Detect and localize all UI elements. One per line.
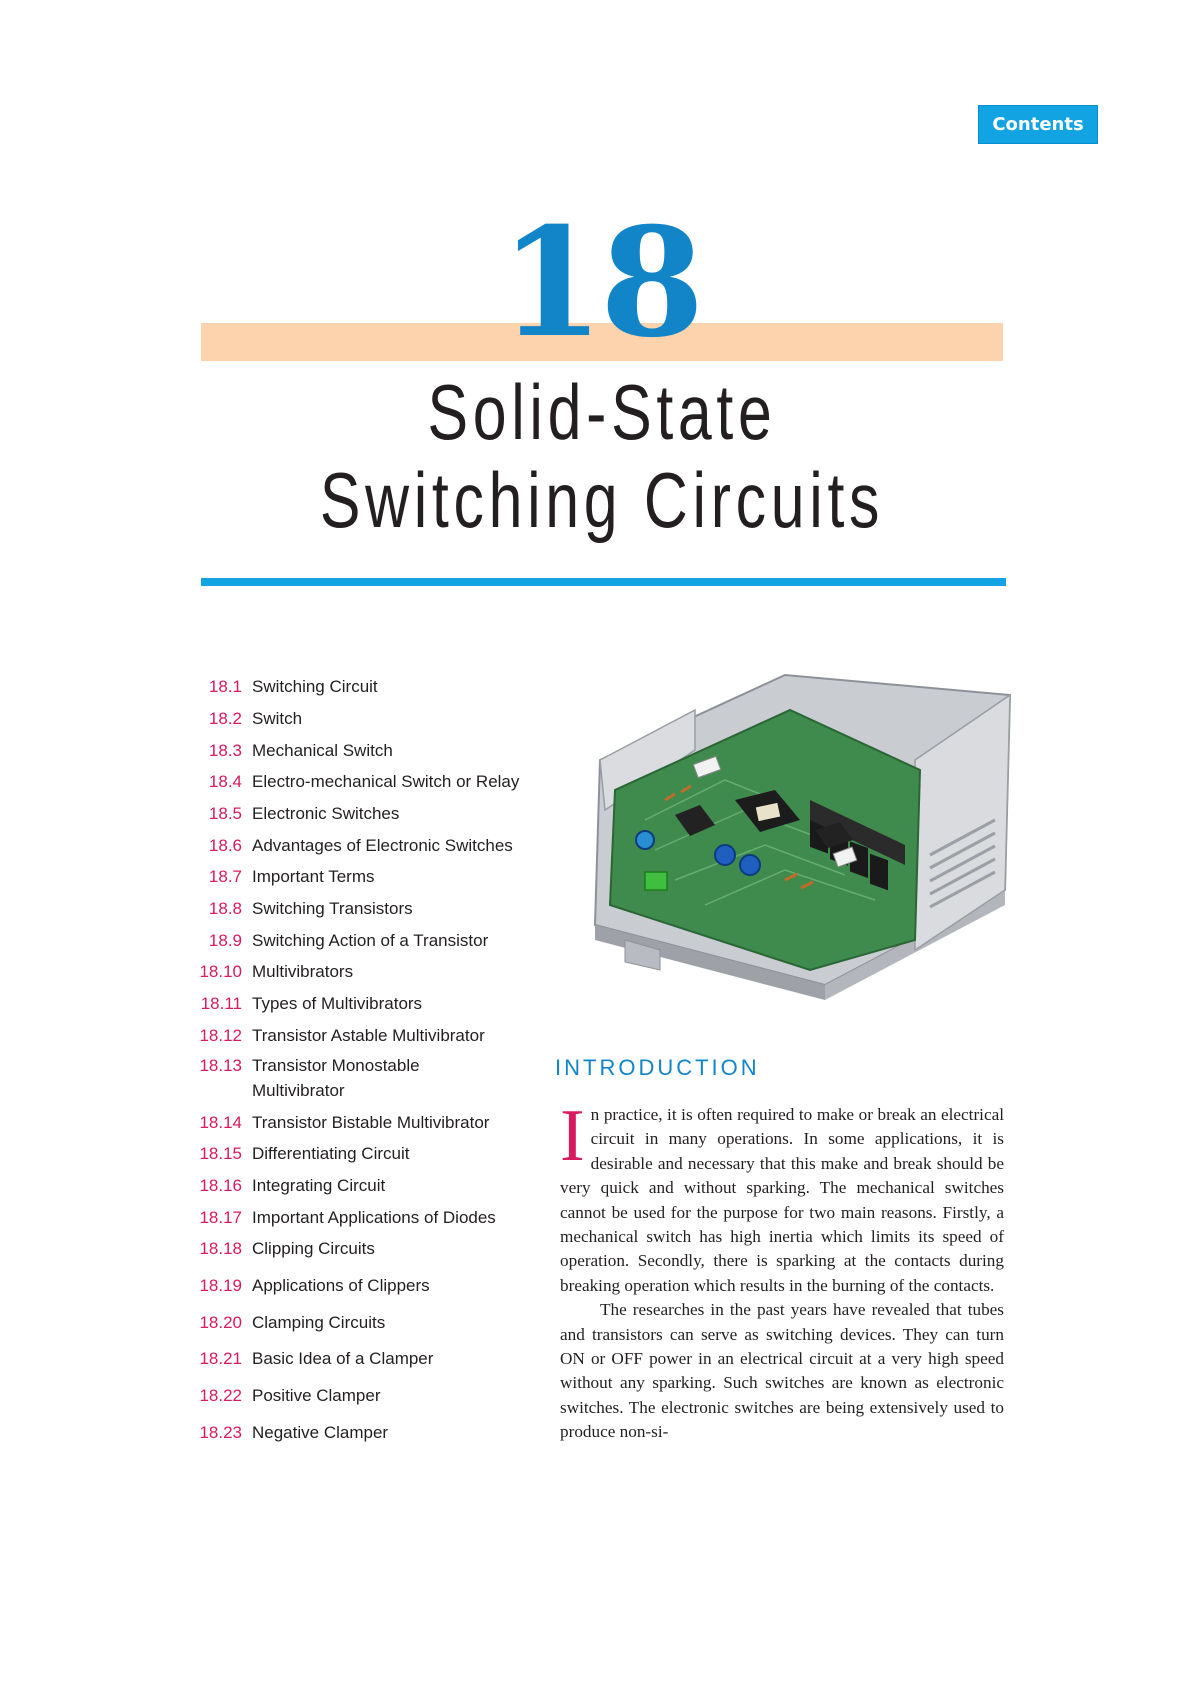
introduction-paragraph-2: The researches in the past years have revealed that tubes and transistors can serve as switching devices. They can turn ON or OFF power in an electrical circuit at a very high speed without any sparking. Such switches are known as electronic switches. The electronic switches are being extensively used to produce non-si- xyxy=(560,1300,1004,1442)
toc-label: Important Applications of Diodes xyxy=(252,1208,496,1227)
introduction-body xyxy=(560,1095,1004,1445)
toc-number: 18.19 xyxy=(199,1276,242,1295)
toc-label: Applications of Clippers xyxy=(252,1276,430,1295)
chapter-title-line-1: Solid-State xyxy=(427,368,777,456)
toc-label: Transistor Monostable Multivibrator xyxy=(252,1056,420,1100)
toc-label: Switch xyxy=(252,709,303,728)
toc-label: Switching Transistors xyxy=(252,899,413,918)
toc-label: Important Terms xyxy=(252,867,375,886)
toc-number: 18.8 xyxy=(208,899,242,918)
toc-label: Clamping Circuits xyxy=(252,1313,386,1332)
toc-number: 18.10 xyxy=(199,962,242,981)
toc-label: Types of Multivibrators xyxy=(252,994,423,1013)
contents-button[interactable]: Contents xyxy=(978,105,1098,144)
toc-label: Electro-mechanical Switch or Relay xyxy=(252,772,520,791)
toc-label: Advantages of Electronic Switches xyxy=(252,836,513,855)
toc-number: 18.17 xyxy=(199,1208,242,1227)
chapter-title-line-2: Switching Circuits xyxy=(319,456,885,544)
toc-label: Mechanical Switch xyxy=(252,741,393,760)
toc-number: 18.22 xyxy=(199,1386,242,1405)
toc-label: Basic Idea of a Clamper xyxy=(252,1349,434,1368)
toc-number: 18.14 xyxy=(199,1113,242,1132)
toc-number: 18.16 xyxy=(199,1176,242,1195)
toc-label: Clipping Circuits xyxy=(252,1239,375,1258)
introduction-paragraph-1 xyxy=(560,1095,1004,1298)
toc-number: 18.7 xyxy=(208,867,242,886)
chapter-number: 18 xyxy=(499,195,701,371)
paragraph-1-text: n practice, it is often required to make or break an electrical circuit in many operations. In some applications, it is desirable and necessary that this make and break should be very quick and without sparking. The mechanical switches cannot be used for the purpose for two main reasons. Firstly, a mechanical switch has high inertia which limits its speed of operation. Secondly, there is sparking at the contacts during breaking operation which results in the burning of the contacts. xyxy=(560,1105,1004,1295)
toc-label: Switching Action of a Transistor xyxy=(252,931,489,950)
toc-number: 18.18 xyxy=(199,1239,242,1258)
toc-label: Positive Clamper xyxy=(252,1386,381,1405)
toc-label: Electronic Switches xyxy=(252,804,400,823)
toc-number: 18.6 xyxy=(208,836,242,855)
toc-number: 18.13 xyxy=(199,1056,242,1075)
toc-number: 18.21 xyxy=(199,1349,242,1368)
toc-number: 18.20 xyxy=(199,1313,242,1332)
toc-label: Transistor Bistable Multivibrator xyxy=(252,1113,490,1132)
toc-number: 18.1 xyxy=(208,677,242,696)
toc-number: 18.9 xyxy=(208,931,242,950)
toc-number: 18.12 xyxy=(199,1026,242,1045)
circuit-board-photo xyxy=(585,640,1015,1005)
toc-number: 18.3 xyxy=(208,741,242,760)
toc-number: 18.2 xyxy=(208,709,242,728)
toc-number: 18.15 xyxy=(199,1144,242,1163)
toc-label: Integrating Circuit xyxy=(252,1176,386,1195)
toc-label: Multivibrators xyxy=(252,962,354,981)
chapter-title xyxy=(201,368,1003,544)
toc-label: Transistor Astable Multivibrator xyxy=(252,1026,485,1045)
toc-label: Differentiating Circuit xyxy=(252,1144,410,1163)
toc-number: 18.23 xyxy=(199,1423,242,1442)
title-rule xyxy=(201,578,1006,586)
drop-cap: I xyxy=(560,1095,585,1177)
toc-label: Switching Circuit xyxy=(252,677,378,696)
toc-number: 18.5 xyxy=(208,804,242,823)
toc-label: Negative Clamper xyxy=(252,1423,389,1442)
introduction-heading: INTRODUCTION xyxy=(555,1055,760,1080)
toc-number: 18.11 xyxy=(200,994,242,1013)
toc-number: 18.4 xyxy=(208,772,242,791)
